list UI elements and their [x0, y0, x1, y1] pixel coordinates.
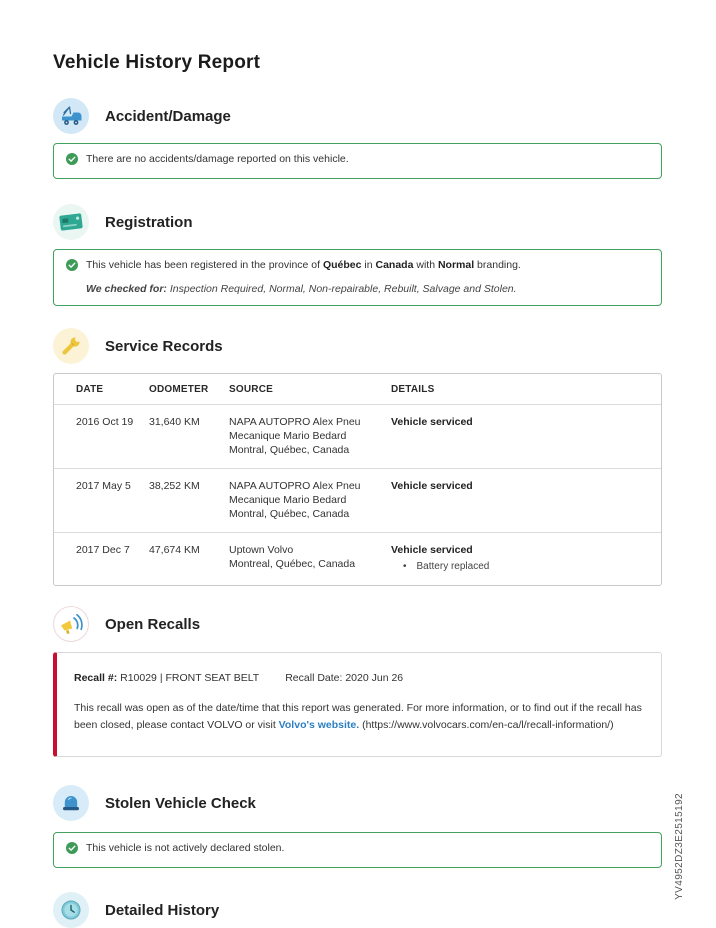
col-header-details: DETAILS	[391, 384, 435, 395]
col-header-source: SOURCE	[229, 384, 273, 395]
section-header-registration	[53, 204, 662, 240]
recall-number-value: R10029 | FRONT SEAT BELT	[117, 672, 260, 684]
stolen-alert-box	[53, 832, 662, 868]
col-header-odometer: ODOMETER	[149, 384, 209, 395]
col-header-date: DATE	[76, 384, 104, 395]
table-header-row	[54, 374, 661, 404]
cell-source	[229, 479, 391, 521]
source-line: NAPA AUTOPRO Alex Pneu	[229, 480, 361, 492]
service-records-table	[53, 373, 662, 586]
source-line: Mecanique Mario Bedard	[229, 430, 347, 442]
section-header-accident-damage	[53, 98, 662, 134]
siren-icon	[53, 785, 89, 821]
megaphone-icon	[53, 606, 89, 642]
cell-date: 2016 Oct 19	[76, 416, 134, 428]
section-title-stolen-vehicle-check: Stolen Vehicle Check	[105, 794, 256, 812]
registration-card-icon	[53, 204, 89, 240]
section-title-detailed-history: Detailed History	[105, 901, 220, 919]
check-circle-icon	[66, 842, 78, 858]
source-line: Uptown Volvo	[229, 544, 294, 556]
page-title: Vehicle History Report	[53, 52, 261, 73]
section-header-open-recalls	[53, 606, 662, 642]
registration-checked-line: We checked for: Inspection Required, Normal, Non-repairable, Rebuilt, Salvage and Stolen.	[86, 283, 517, 295]
recall-body-text: This recall was open as of the date/time that this report was generated. For more information, or to find out if the recall has been closed, please contact VOLVO or visit Volvo's website. (https://www.volvocars.com/en-ca/l/recall-information/)	[74, 702, 642, 731]
source-line: NAPA AUTOPRO Alex Pneu	[229, 416, 361, 428]
check-circle-icon	[66, 153, 78, 169]
recall-card	[53, 652, 662, 757]
recall-summary-line	[74, 670, 645, 687]
registration-alert-text: This vehicle has been registered in the province of Québec in Canada with Normal branding.	[86, 259, 521, 271]
bullet-text: Battery replaced	[416, 561, 490, 572]
recall-date: Recall Date: 2020 Jun 26	[285, 672, 404, 684]
cell-details	[391, 543, 651, 574]
cell-odometer: 31,640 KM	[149, 416, 200, 428]
table-row	[54, 404, 661, 468]
cell-details	[391, 415, 651, 457]
detail-title: Vehicle serviced	[391, 416, 473, 428]
bullet-dot: •	[403, 561, 407, 572]
section-title-service-records: Service Records	[105, 337, 223, 355]
section-title-registration: Registration	[105, 213, 193, 231]
detail-title: Vehicle serviced	[391, 544, 473, 556]
registration-alert-box	[53, 249, 662, 306]
section-header-detailed-history	[53, 892, 662, 928]
detail-bullet-item	[391, 560, 651, 574]
cell-source	[229, 415, 391, 457]
cell-odometer: 47,674 KM	[149, 544, 200, 556]
check-circle-icon	[66, 259, 78, 275]
section-title-open-recalls: Open Recalls	[105, 615, 201, 633]
accident-alert-text: There are no accidents/damage reported on this vehicle.	[86, 153, 349, 165]
source-line: Montreal, Québec, Canada	[229, 558, 356, 570]
wrench-icon	[53, 328, 89, 364]
tow-truck-icon	[53, 98, 89, 134]
source-line: Mecanique Mario Bedard	[229, 494, 347, 506]
table-row	[54, 532, 661, 585]
source-line: Montral, Québec, Canada	[229, 444, 350, 456]
cell-odometer: 38,252 KM	[149, 480, 200, 492]
recall-number-label: Recall #:	[74, 672, 118, 684]
report-container	[53, 0, 662, 928]
volvo-website-link[interactable]: Volvo's website.	[278, 719, 360, 731]
detail-title: Vehicle serviced	[391, 480, 473, 492]
source-line: Montral, Québec, Canada	[229, 508, 350, 520]
section-header-stolen-vehicle-check	[53, 785, 662, 821]
table-row	[54, 468, 661, 532]
accident-alert-box	[53, 143, 662, 179]
cell-date: 2017 May 5	[76, 480, 131, 492]
clock-icon	[53, 892, 89, 928]
vin-watermark: YV4952DZ3E2515192	[674, 793, 685, 900]
stolen-alert-text: This vehicle is not actively declared stolen.	[86, 842, 285, 854]
cell-source	[229, 543, 391, 574]
section-title-accident-damage: Accident/Damage	[105, 107, 231, 125]
section-header-service-records	[53, 328, 662, 364]
cell-date: 2017 Dec 7	[76, 544, 130, 556]
cell-details	[391, 479, 651, 521]
